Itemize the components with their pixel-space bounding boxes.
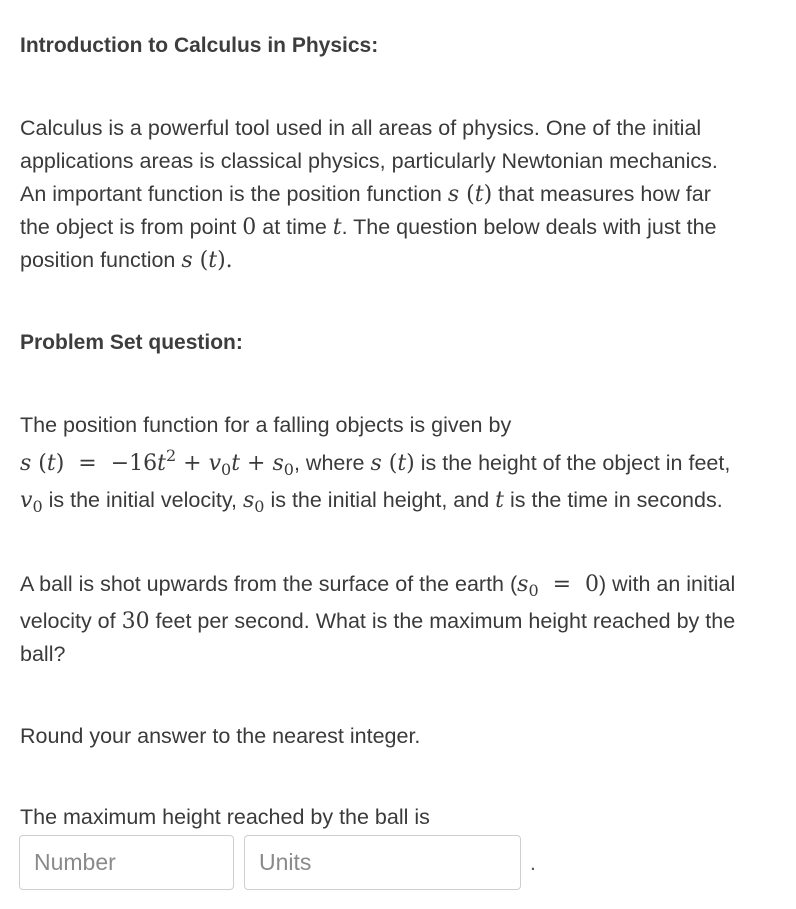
math-t-2: t: [495, 488, 504, 513]
intro-line-4-text-c: . The question below deals with just the: [341, 215, 717, 239]
intro-line-5-text-a: position function: [20, 248, 182, 272]
trailing-period: .: [530, 852, 536, 875]
math-s-of-t: s (t): [447, 182, 493, 207]
problem-2-line-1-text-b: ) with an initial: [599, 572, 736, 596]
problem-2-line-2-text-a: velocity of: [20, 609, 122, 633]
math-position-equation: s $(t) = -16t^2 + v_0t + s_0$: [20, 446, 294, 479]
problem-line-3-text-a: is the initial velocity,: [42, 488, 243, 512]
problem-2-line-3: ball?: [20, 642, 66, 666]
intro-paragraph-line-5: [20, 244, 233, 277]
problem-line-3-text-b: is the initial height, and: [264, 488, 496, 512]
intro-line-3-text-a: An important function is the position function: [20, 182, 448, 206]
math-velocity-value: 30: [121, 609, 150, 634]
intro-paragraph-line-1: Calculus is a powerful tool used in all areas of physics. One of the initial: [20, 116, 702, 140]
math-t: t: [332, 215, 342, 240]
problem-2-line-2-text-b: feet per second. What is the maximum height reached by the: [149, 609, 736, 633]
intro-paragraph-line-3: [20, 178, 711, 211]
intro-line-4-text-b: at time: [256, 215, 333, 239]
problem-line-1: The position function for a falling objects is given by: [20, 413, 512, 437]
math-s-of-t-3: s (t): [370, 451, 415, 476]
math-s-of-t-2: s (t).: [181, 248, 233, 273]
math-v0: $v_0$: [20, 488, 43, 516]
math-s0-equals-zero: $s_0 = 0$: [517, 572, 600, 600]
units-input[interactable]: [244, 835, 521, 890]
intro-heading: Introduction to Calculus in Physics:: [20, 34, 379, 57]
answer-prompt: The maximum height reached by the ball is: [20, 805, 430, 829]
math-s0: $s_0$: [242, 488, 265, 516]
problem-2-line-1-text-a: A ball is shot upwards from the surface of the earth (: [20, 572, 518, 596]
number-input[interactable]: [19, 835, 234, 890]
math-zero: 0: [242, 215, 257, 240]
problem-heading: Problem Set question:: [20, 331, 243, 354]
problem-line-2: [20, 447, 730, 481]
problem-line-2-text-b: , where: [293, 451, 371, 475]
intro-paragraph-line-2: applications areas is classical physics, particularly Newtonian mechanics.: [20, 149, 718, 173]
intro-line-4-text-a: the object is from point: [20, 215, 243, 239]
rounding-instruction: Round your answer to the nearest integer.: [20, 724, 421, 748]
problem-2-line-2: [20, 605, 735, 638]
problem-line-2-text-c: is the height of the object in feet,: [414, 451, 731, 475]
problem-2-line-1: [20, 568, 735, 602]
intro-line-3-text-b: that measures how far: [492, 182, 711, 206]
problem-line-3-text-c: is the time in seconds.: [504, 488, 723, 512]
problem-line-3: [20, 484, 723, 518]
intro-paragraph-line-4: [20, 211, 716, 244]
